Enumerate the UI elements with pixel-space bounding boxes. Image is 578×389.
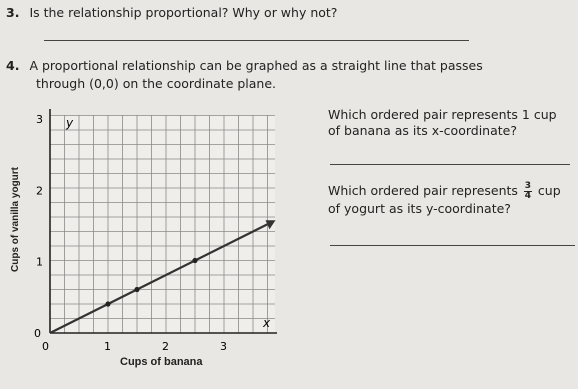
- x-axis-label: Cups of banana: [120, 356, 203, 368]
- question-number: 3.: [6, 5, 20, 20]
- fraction-numerator: 3: [524, 181, 532, 191]
- y-variable-label: y: [66, 116, 74, 130]
- x-tick-label: 1: [104, 340, 111, 353]
- x-tick-label: 3: [220, 340, 227, 353]
- y-tick-label: 1: [36, 255, 43, 269]
- plotted-point: [105, 301, 110, 306]
- subquestion-b-text-end: cup: [537, 183, 561, 198]
- subquestion-b-line2: of yogurt as its y-coordinate?: [328, 201, 511, 216]
- plotted-point: [192, 258, 197, 263]
- y-tick-label: 2: [36, 184, 43, 198]
- x-tick-label: 2: [162, 340, 169, 353]
- question-text-line1: A proportional relationship can be graphed as a straight line that passes: [29, 58, 483, 73]
- subquestion-b-text: Which ordered pair represents: [328, 183, 518, 198]
- subquestion-a-line2: of banana as its x-coordinate?: [328, 123, 517, 138]
- fraction-denominator: 4: [524, 191, 532, 201]
- subquestion-a-line1: Which ordered pair represents 1 cup: [328, 107, 557, 122]
- question-text: Is the relationship proportional? Why or why not?: [29, 5, 338, 20]
- graph-paper: [50, 115, 275, 333]
- grid-lines: [50, 115, 275, 333]
- question-text-line2: through (0,0) on the coordinate plane.: [36, 76, 277, 91]
- plotted-point: [134, 287, 139, 292]
- question-number: 4.: [6, 58, 20, 73]
- y-tick-label: 0: [34, 327, 41, 340]
- y-tick-label: 3: [36, 112, 43, 126]
- x-tick-label: 0: [42, 340, 49, 353]
- y-axis-label: Cups of vanilla yogurt: [10, 166, 21, 272]
- x-variable-label: x: [263, 316, 271, 330]
